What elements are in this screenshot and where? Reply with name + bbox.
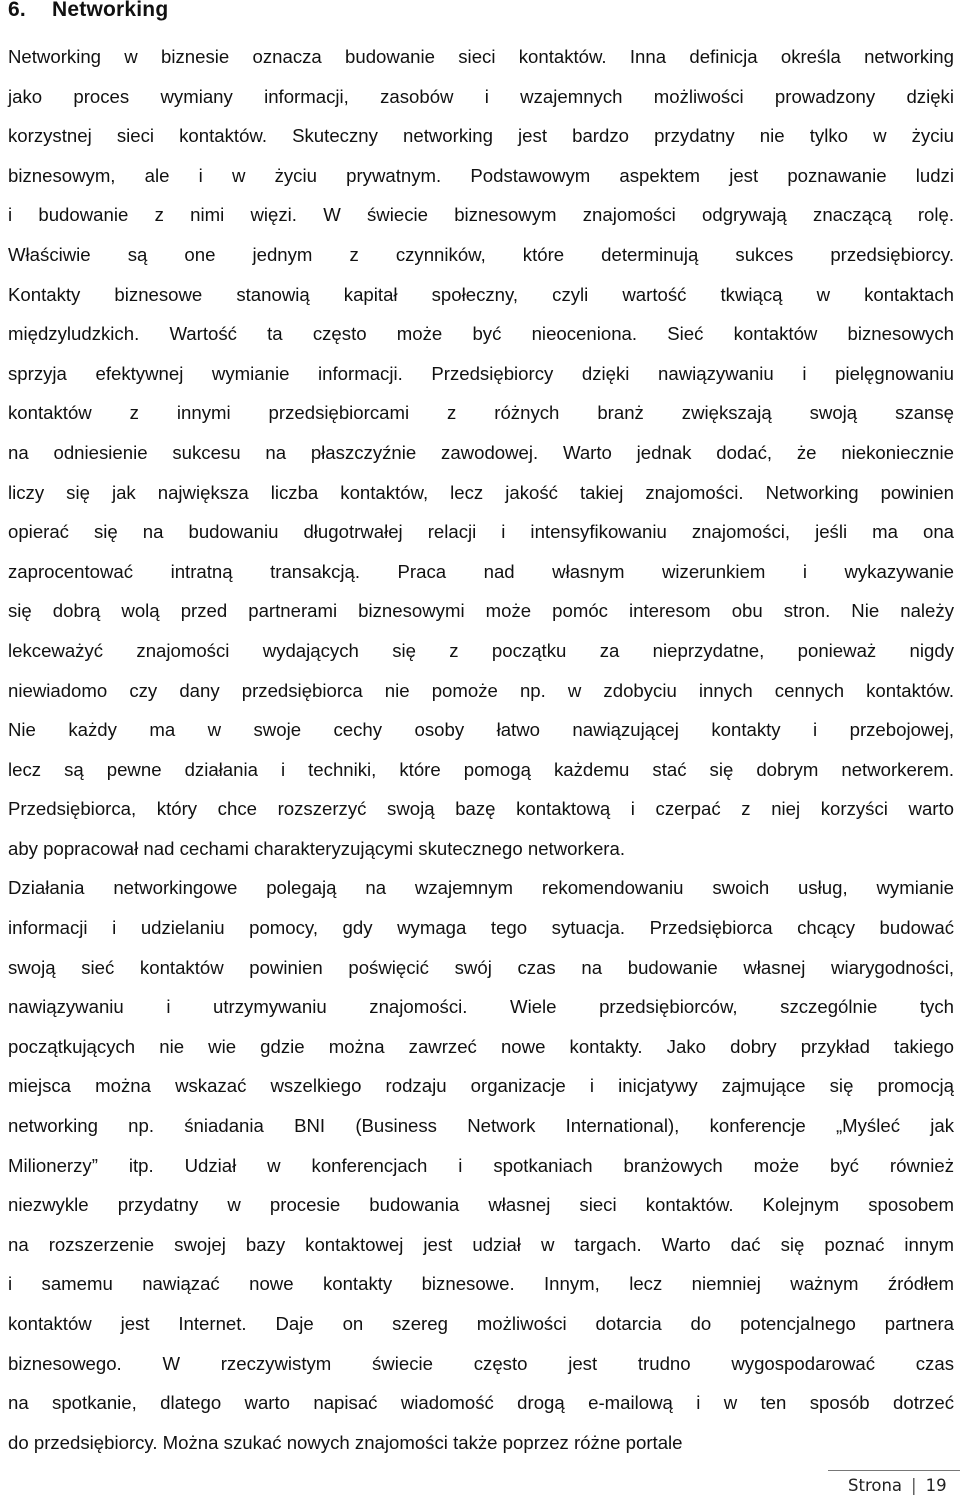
text-line: biznesowym, ale i w życiu prywatnym. Podstawowym aspektem jest poznawanie ludzi (8, 164, 954, 186)
text-line: nawiązywaniu i utrzymywaniu znajomości. Wiele przedsiębiorców, szczególnie tych (8, 996, 954, 1018)
text-line: Przedsiębiorca, który chce rozszerzyć swoją bazę kontaktową i czerpać z niej korzyści warto (8, 798, 954, 820)
footer-rule (828, 1470, 960, 1471)
page-footer (828, 1470, 960, 1498)
footer-label: Strona (848, 1476, 903, 1495)
text-line: Milionerzy” itp. Udział w konferencjach i spotkaniach branżowych może być również (8, 1154, 954, 1176)
text-line: Kontakty biznesowe stanowią kapitał społeczny, czyli wartość tkwiącą w kontaktach (8, 283, 954, 305)
text-line: lekceważyć znajomości wydających się z początku za nieprzydatne, ponieważ nigdy (8, 639, 954, 661)
text-line: kontaktów jest Internet. Daje on szereg możliwości dotarcia do potencjalnego partnera (8, 1313, 954, 1334)
text-line: na spotkanie, dlatego warto napisać wiadomość drogą e-mailową i w ten sposób dotrzeć (8, 1392, 954, 1414)
text-line: opierać się na budowaniu długotrwałej relacji i intensyfikowaniu znajomości, jeśli ma ona (8, 521, 954, 543)
text-line: na odniesienie sukcesu na płaszczyźnie zawodowej. Warto jednak dodać, że niekoniecznie (8, 441, 954, 463)
section-heading (8, 0, 168, 23)
body-text (8, 37, 954, 1462)
text-line: informacji i udzielaniu pomocy, gdy wymaga tego sytuacja. Przedsiębiorca chcący budować (8, 917, 954, 939)
text-line: i budowanie z nimi więzi. W świecie biznesowym znajomości odgrywają znaczącą rolę. (8, 204, 954, 226)
text-line: miejsca można wskazać wszelkiego rodzaju organizacje i inicjatywy zajmujące się promocją (8, 1075, 954, 1097)
text-line: początkujących nie wie gdzie można zawrzeć nowe kontakty. Jako dobry przykład takiego (8, 1035, 954, 1057)
text-line: Networking w biznesie oznacza budowanie sieci kontaktów. Inna definicja określa networking (8, 46, 954, 67)
text-line: Właściwie są one jednym z czynników, które determinują sukces przedsiębiorcy. (8, 243, 954, 265)
text-line: Nie każdy ma w swoje cechy osoby łatwo nawiązującej kontakty i przebojowej, (8, 719, 954, 741)
text-line: jako proces wymiany informacji, zasobów i wzajemnych możliwości prowadzony dzięki (8, 85, 954, 107)
footer-separator: | (911, 1476, 917, 1495)
text-line: networking np. śniadania BNI (Business Network International), konferencje „Myśleć jak (8, 1115, 954, 1137)
section-number: 6. (8, 0, 26, 21)
text-line: korzystnej sieci kontaktów. Skuteczny networking jest bardzo przydatny nie tylko w życiu (8, 125, 954, 147)
text-line: kontaktów z innymi przedsiębiorcami z różnych branż zwiększają swoją szansę (8, 402, 954, 424)
footer-page-number: 19 (925, 1476, 947, 1495)
text-line: lecz są pewne działania i techniki, które pomogą każdemu stać się dobrym networkerem. (8, 758, 954, 780)
text-line: niewiadomo czy dany przedsiębiorca nie pomoże np. w zdobyciu innych cennych kontaktów. (8, 679, 954, 701)
text-line: na rozszerzenie swojej bazy kontaktowej jest udział w targach. Warto dać się poznać innym (8, 1233, 954, 1255)
text-line: swoją sieć kontaktów powinien poświęcić swój czas na budowanie własnej wiarygodności, (8, 956, 954, 978)
footer-page-label (848, 1476, 947, 1496)
text-line: aby popracował nad cechami charakteryzującymi skutecznego networkera. (8, 837, 625, 859)
text-line: się dobrą wolą przed partnerami biznesowymi może pomóc interesom obu stron. Nie należy (8, 600, 954, 622)
text-line: międzyludzkich. Wartość ta często może być nieoceniona. Sieć kontaktów biznesowych (8, 323, 954, 345)
text-line: niezwykle przydatny w procesie budowania własnej sieci kontaktów. Kolejnym sposobem (8, 1194, 954, 1216)
section-title: Networking (52, 0, 169, 21)
text-line: Działania networkingowe polegają na wzajemnym rekomendowaniu swoich usług, wymianie (8, 877, 954, 899)
text-line: zaprocentować intratną transakcją. Praca nad własnym wizerunkiem i wykazywanie (8, 560, 954, 582)
paragraph (8, 868, 954, 1462)
text-line: do przedsiębiorcy. Można szukać nowych znajomości także poprzez różne portale (8, 1431, 683, 1453)
text-line: sprzyja efektywnej wymianie informacji. Przedsiębiorcy dzięki nawiązywaniu i pielęgnowaniu (8, 362, 954, 384)
text-line: liczy się jak największa liczba kontaktów, lecz jakość takiej znajomości. Networking powinien (8, 481, 954, 503)
text-line: biznesowego. W rzeczywistym świecie często jest trudno wygospodarować czas (8, 1352, 954, 1374)
paragraph (8, 37, 954, 868)
text-line: i samemu nawiązać nowe kontakty biznesowe. Innym, lecz niemniej ważnym źródłem (8, 1273, 954, 1295)
